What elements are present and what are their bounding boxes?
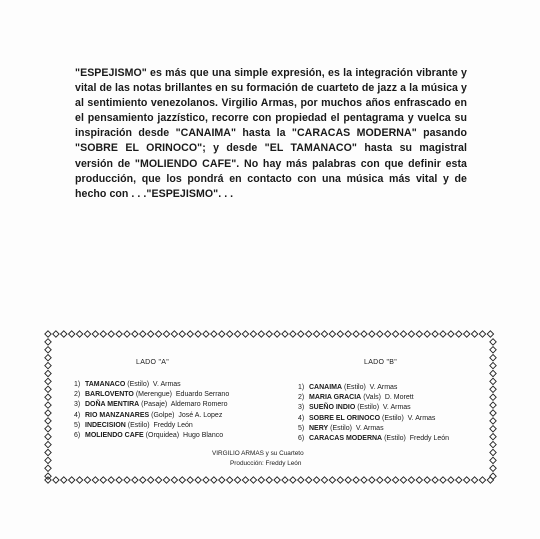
diamond-ornament: [306, 477, 312, 483]
track-title: INDECISION: [85, 421, 126, 429]
diamond-ornament: [479, 331, 485, 337]
diamond-ornament: [45, 434, 51, 440]
diamond-ornament: [203, 331, 209, 337]
diamond-ornament: [290, 477, 296, 483]
diamond-ornament: [242, 331, 248, 337]
track-credit: (Estilo) V. Armas: [355, 404, 411, 412]
diamond-ornament: [234, 331, 240, 337]
track-row: [298, 434, 449, 444]
track-title: TAMANACO: [85, 381, 126, 388]
diamond-ornament: [76, 477, 82, 483]
diamond-ornament: [53, 331, 59, 337]
diamond-ornament: [345, 331, 351, 337]
diamond-ornament: [361, 331, 367, 337]
diamond-ornament: [479, 477, 485, 483]
diamond-ornament: [227, 331, 233, 337]
diamond-ornament: [487, 331, 493, 337]
diamond-ornament: [490, 434, 496, 440]
diamond-ornament: [148, 331, 154, 337]
diamond-ornament: [487, 477, 493, 483]
diamond-ornament: [140, 331, 146, 337]
liner-notes-paragraph: "ESPEJISMO" es más que una simple expresión, es la integración vibrante y vital de las notas brillantes en su formación de cuarteto de jazz a la música y al sentimiento venezolanos. Virgilio Armas, por muchos años enfrascado en el pensamiento jazzístico, recorre con propiedad el pentagrama y vuelca su inspiración desde "CANAIMA" hasta la "CARACAS MODERNA" pasando "SOBRE EL ORINOCO"; y desde "EL TAMANACO" hasta su magistral versión de "MOLIENDO CAFE". No hay más palabras con que definir esta producción, que los pondrá en contacto con una música más vital y de hecho con . . ."ESPEJISMO". . .: [75, 67, 467, 200]
diamond-ornament: [321, 331, 327, 337]
track-number: 4): [298, 414, 305, 422]
track-title: MARIA GRACIA: [309, 394, 362, 402]
diamond-ornament: [490, 362, 496, 368]
diamond-ornament: [353, 477, 359, 483]
diamond-ornament: [313, 331, 319, 337]
diamond-ornament: [250, 477, 256, 483]
track-credit: (Estilo) V. Armas: [380, 414, 436, 422]
diamond-ornament: [45, 410, 51, 416]
diamond-ornament: [211, 331, 217, 337]
diamond-ornament: [490, 347, 496, 353]
track-title: SUEÑO INDIO: [309, 404, 356, 412]
diamond-ornament: [179, 331, 185, 337]
diamond-ornament: [282, 477, 288, 483]
diamond-ornament: [408, 477, 414, 483]
track-title: RIO MANZANARES: [85, 411, 150, 419]
diamond-ornament: [116, 477, 122, 483]
diamond-ornament: [187, 331, 193, 337]
diamond-ornament: [456, 331, 462, 337]
diamond-ornament: [464, 477, 470, 483]
diamond-ornament: [108, 331, 114, 337]
track-row: [298, 403, 449, 413]
diamond-ornament: [298, 477, 304, 483]
track-credit: (Estilo) V. Armas: [328, 424, 384, 432]
diamond-ornament: [45, 418, 51, 424]
diamond-ornament: [369, 331, 375, 337]
diamond-ornament: [385, 477, 391, 483]
diamond-ornament: [361, 477, 367, 483]
diamond-ornament: [45, 386, 51, 392]
diamond-ornament: [45, 339, 51, 345]
track-row: [298, 393, 449, 403]
diamond-ornament: [490, 457, 496, 463]
track-title: DOÑA MENTIRA: [85, 401, 140, 409]
diamond-ornament: [490, 410, 496, 416]
track-row: [74, 421, 229, 431]
track-number: 1): [74, 381, 81, 388]
diamond-ornament: [45, 355, 51, 361]
diamond-ornament: [163, 331, 169, 337]
diamond-ornament: [385, 331, 391, 337]
track-credit: (Pasaje) Aldemaro Romero: [139, 401, 228, 409]
diamond-ornament: [84, 477, 90, 483]
diamond-ornament: [400, 477, 406, 483]
diamond-ornament: [313, 477, 319, 483]
diamond-ornament: [116, 331, 122, 337]
diamond-ornament: [490, 441, 496, 447]
tracklist-frame: [38, 326, 503, 490]
track-row: [298, 414, 449, 424]
diamond-ornament: [219, 477, 225, 483]
diamond-ornament: [471, 331, 477, 337]
track-number: 6): [74, 432, 81, 440]
diamond-ornament: [187, 477, 193, 483]
track-number: 5): [298, 424, 305, 432]
diamond-ornament: [45, 378, 51, 384]
diamond-ornament: [282, 331, 288, 337]
diamond-ornament: [490, 394, 496, 400]
diamond-ornament: [321, 477, 327, 483]
track-number: 1): [298, 384, 305, 391]
diamond-ornament: [490, 473, 496, 479]
diamond-ornament: [353, 331, 359, 337]
diamond-ornament: [464, 331, 470, 337]
diamond-ornament: [408, 331, 414, 337]
diamond-ornament: [337, 331, 343, 337]
diamond-ornament: [242, 477, 248, 483]
diamond-ornament: [456, 477, 462, 483]
diamond-ornament: [148, 477, 154, 483]
diamond-ornament: [92, 477, 98, 483]
diamond-ornament: [45, 402, 51, 408]
track-credit: (Estilo) Freddy León: [125, 421, 193, 429]
diamond-ornament: [258, 331, 264, 337]
diamond-ornament: [92, 331, 98, 337]
diamond-ornament: [416, 477, 422, 483]
track-number: 3): [74, 401, 81, 409]
diamond-ornament: [211, 477, 217, 483]
diamond-ornament: [171, 331, 177, 337]
diamond-ornament: [45, 465, 51, 471]
diamond-ornament: [440, 477, 446, 483]
diamond-ornament: [234, 477, 240, 483]
track-row: [74, 390, 229, 400]
side-b-tracklist: [298, 383, 449, 444]
diamond-ornament: [45, 331, 51, 337]
diamond-ornament: [163, 477, 169, 483]
diamond-ornament: [250, 331, 256, 337]
side-b-title: LADO "B": [364, 359, 398, 366]
diamond-ornament: [416, 331, 422, 337]
diamond-ornament: [45, 426, 51, 432]
credits-artist: VIRGILIO ARMAS y su Cuarteto: [212, 450, 304, 457]
diamond-ornament: [155, 331, 161, 337]
diamond-ornament: [490, 449, 496, 455]
diamond-ornament: [490, 370, 496, 376]
diamond-ornament: [132, 477, 138, 483]
diamond-ornament: [345, 477, 351, 483]
diamond-ornament: [108, 477, 114, 483]
side-a-tracklist: [74, 380, 229, 441]
track-row: [74, 431, 229, 441]
track-credit: (Orquidea) Hugo Blanco: [143, 432, 224, 440]
diamond-ornament: [298, 331, 304, 337]
diamond-ornament: [490, 339, 496, 345]
diamond-ornament: [132, 331, 138, 337]
credits-production: Producción: Freddy León: [230, 459, 302, 467]
diamond-ornament: [179, 477, 185, 483]
diamond-ornament: [69, 331, 75, 337]
diamond-ornament: [290, 331, 296, 337]
track-title: NERY: [309, 424, 329, 432]
diamond-ornament: [306, 331, 312, 337]
diamond-ornament: [227, 477, 233, 483]
diamond-ornament: [471, 477, 477, 483]
side-a-title: LADO "A": [136, 359, 170, 366]
track-number: 4): [74, 411, 81, 419]
track-title: CARACAS MODERNA: [309, 435, 383, 443]
diamond-ornament: [203, 477, 209, 483]
track-title: SOBRE EL ORINOCO: [309, 414, 381, 422]
diamond-ornament: [45, 370, 51, 376]
diamond-ornament: [69, 477, 75, 483]
diamond-ornament: [45, 449, 51, 455]
diamond-ornament: [274, 477, 280, 483]
diamond-ornament: [266, 477, 272, 483]
diamond-ornament: [219, 331, 225, 337]
diamond-ornament: [432, 331, 438, 337]
diamond-ornament: [45, 362, 51, 368]
diamond-ornament: [448, 331, 454, 337]
track-number: 2): [74, 391, 81, 399]
diamond-ornament: [45, 457, 51, 463]
diamond-ornament: [490, 418, 496, 424]
diamond-ornament: [424, 331, 430, 337]
track-credit: (Estilo) Freddy León: [382, 435, 450, 443]
track-number: 3): [298, 404, 305, 412]
diamond-ornament: [84, 331, 90, 337]
track-number: 2): [298, 394, 305, 402]
diamond-ornament: [377, 331, 383, 337]
track-number: 6): [298, 435, 305, 443]
diamond-ornament: [440, 331, 446, 337]
diamond-ornament: [266, 331, 272, 337]
track-credit: (Merengue) Eduardo Serrano: [133, 391, 230, 399]
track-row: [74, 380, 229, 390]
diamond-ornament: [140, 477, 146, 483]
diamond-ornament: [490, 426, 496, 432]
diamond-ornament: [45, 347, 51, 353]
diamond-ornament: [274, 331, 280, 337]
diamond-ornament: [400, 331, 406, 337]
track-credit: (Vals) D. Morett: [361, 394, 414, 402]
track-credit: (Estilo) V. Armas: [342, 384, 398, 391]
track-number: 5): [74, 421, 81, 429]
credits: [212, 449, 304, 468]
diamond-ornament: [76, 331, 82, 337]
diamond-ornament: [337, 477, 343, 483]
track-credit: (Golpe) José A. Lopez: [149, 411, 223, 419]
track-title: MOLIENDO CAFE: [85, 432, 144, 440]
diamond-ornament: [195, 331, 201, 337]
diamond-ornament: [448, 477, 454, 483]
diamond-ornament: [61, 331, 67, 337]
diamond-ornament: [155, 477, 161, 483]
diamond-ornament: [490, 386, 496, 392]
diamond-ornament: [329, 331, 335, 337]
track-title: CANAIMA: [309, 384, 343, 391]
track-title: BARLOVENTO: [85, 391, 134, 399]
diamond-ornament: [258, 477, 264, 483]
diamond-ornament: [45, 441, 51, 447]
diamond-ornament: [490, 355, 496, 361]
diamond-ornament: [490, 402, 496, 408]
diamond-ornament: [124, 331, 130, 337]
track-row: [74, 400, 229, 410]
diamond-ornament: [45, 394, 51, 400]
diamond-ornament: [490, 465, 496, 471]
diamond-ornament: [377, 477, 383, 483]
diamond-ornament: [432, 477, 438, 483]
diamond-ornament: [53, 477, 59, 483]
diamond-ornament: [100, 477, 106, 483]
track-credit: (Estilo) V. Armas: [125, 381, 181, 388]
diamond-ornament: [392, 477, 398, 483]
diamond-ornament: [369, 477, 375, 483]
diamond-ornament: [490, 378, 496, 384]
track-row: [74, 411, 229, 421]
diamond-ornament: [392, 331, 398, 337]
diamond-ornament: [61, 477, 67, 483]
diamond-ornament: [195, 477, 201, 483]
diamond-ornament: [171, 477, 177, 483]
diamond-ornament: [424, 477, 430, 483]
diamond-ornament: [100, 331, 106, 337]
diamond-ornament: [329, 477, 335, 483]
track-row: [298, 424, 449, 434]
diamond-ornament: [124, 477, 130, 483]
track-row: [298, 383, 449, 393]
